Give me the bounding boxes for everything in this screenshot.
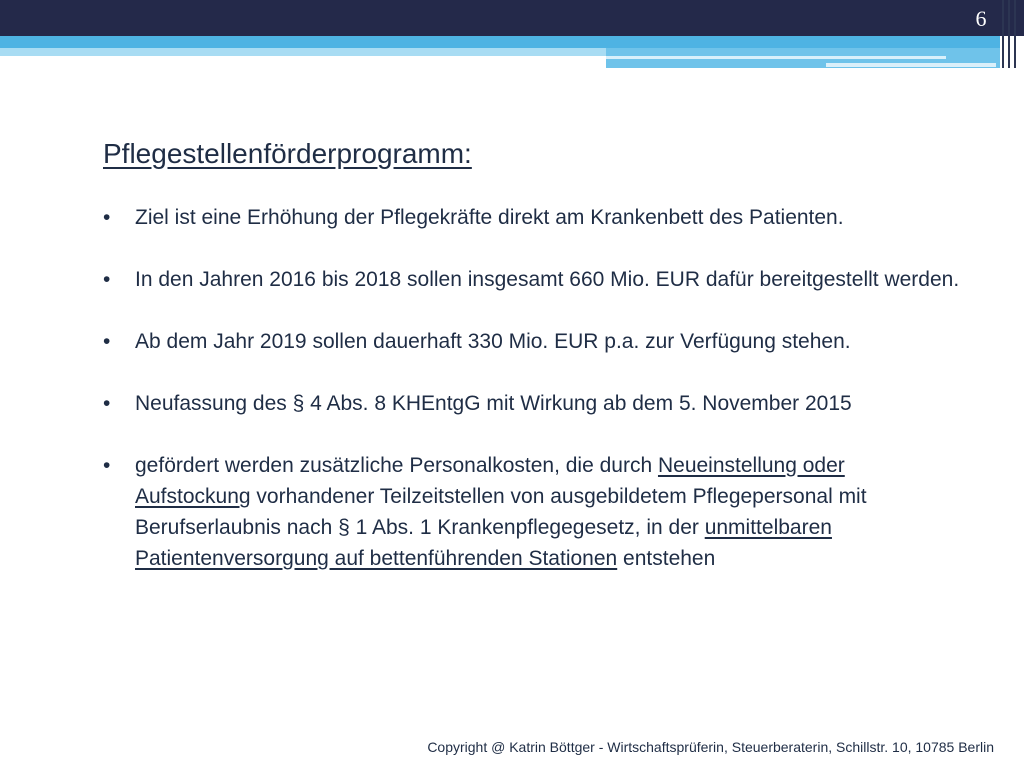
bullet-text-segment: entstehen: [617, 547, 716, 570]
bullet-text: Neufassung des § 4 Abs. 8 KHEntgG mit Wirkung ab dem 5. November 2015: [135, 392, 852, 415]
bullet-item: [103, 264, 963, 295]
header-divider-line: [1008, 0, 1010, 68]
header-divider-line: [1002, 0, 1004, 68]
bullet-list: [103, 202, 963, 574]
bullet-text: In den Jahren 2016 bis 2018 sollen insgesamt 660 Mio. EUR dafür bereitgestellt werden.: [135, 268, 960, 291]
bullet-text: Ab dem Jahr 2019 sollen dauerhaft 330 Mio. EUR p.a. zur Verfügung stehen.: [135, 330, 851, 353]
bullet-text: Ziel ist eine Erhöhung der Pflegekräfte direkt am Krankenbett des Patienten.: [135, 206, 844, 229]
bullet-text-segment: vorhandener Teilzeitstellen von ausgebildetem Pflegepersonal mit Berufserlaubnis nach § 1 Abs. 1 Krankenpflegegesetz, in der: [135, 485, 867, 539]
bullet-icon: •: [103, 392, 111, 415]
header-light-band: [0, 48, 606, 56]
bullet-item: [103, 326, 963, 357]
bullet-item: [103, 388, 963, 419]
bullet-text-segment: gefördert werden zusätzliche Personalkosten, die durch: [135, 454, 658, 477]
underlined-phrase: unmittelbaren Patientenversorgung auf bettenführenden Stationen: [135, 516, 832, 570]
slide-title: Pflegestellenförderprogramm:: [103, 138, 472, 169]
bullet-icon: •: [103, 268, 111, 291]
bullet-icon: •: [103, 206, 111, 229]
bullet-icon: •: [103, 454, 111, 477]
header-bar: [0, 0, 1024, 36]
underlined-phrase: Neueinstellung oder Aufstockung: [135, 454, 845, 508]
bullet-icon: •: [103, 330, 111, 353]
header-divider-line: [1014, 0, 1016, 68]
header-highlight-stripe: [606, 56, 946, 59]
slide-content: [103, 134, 963, 605]
footer-copyright: Copyright @ Katrin Böttger - Wirtschaftsprüferin, Steuerberaterin, Schillstr. 10, 10785 Berlin: [427, 739, 994, 755]
header-white-stripe: [826, 63, 996, 67]
header-accent-band: [0, 36, 1000, 48]
slide-number: 6: [975, 6, 987, 31]
bullet-item: [103, 450, 963, 574]
bullet-item: [103, 202, 963, 233]
